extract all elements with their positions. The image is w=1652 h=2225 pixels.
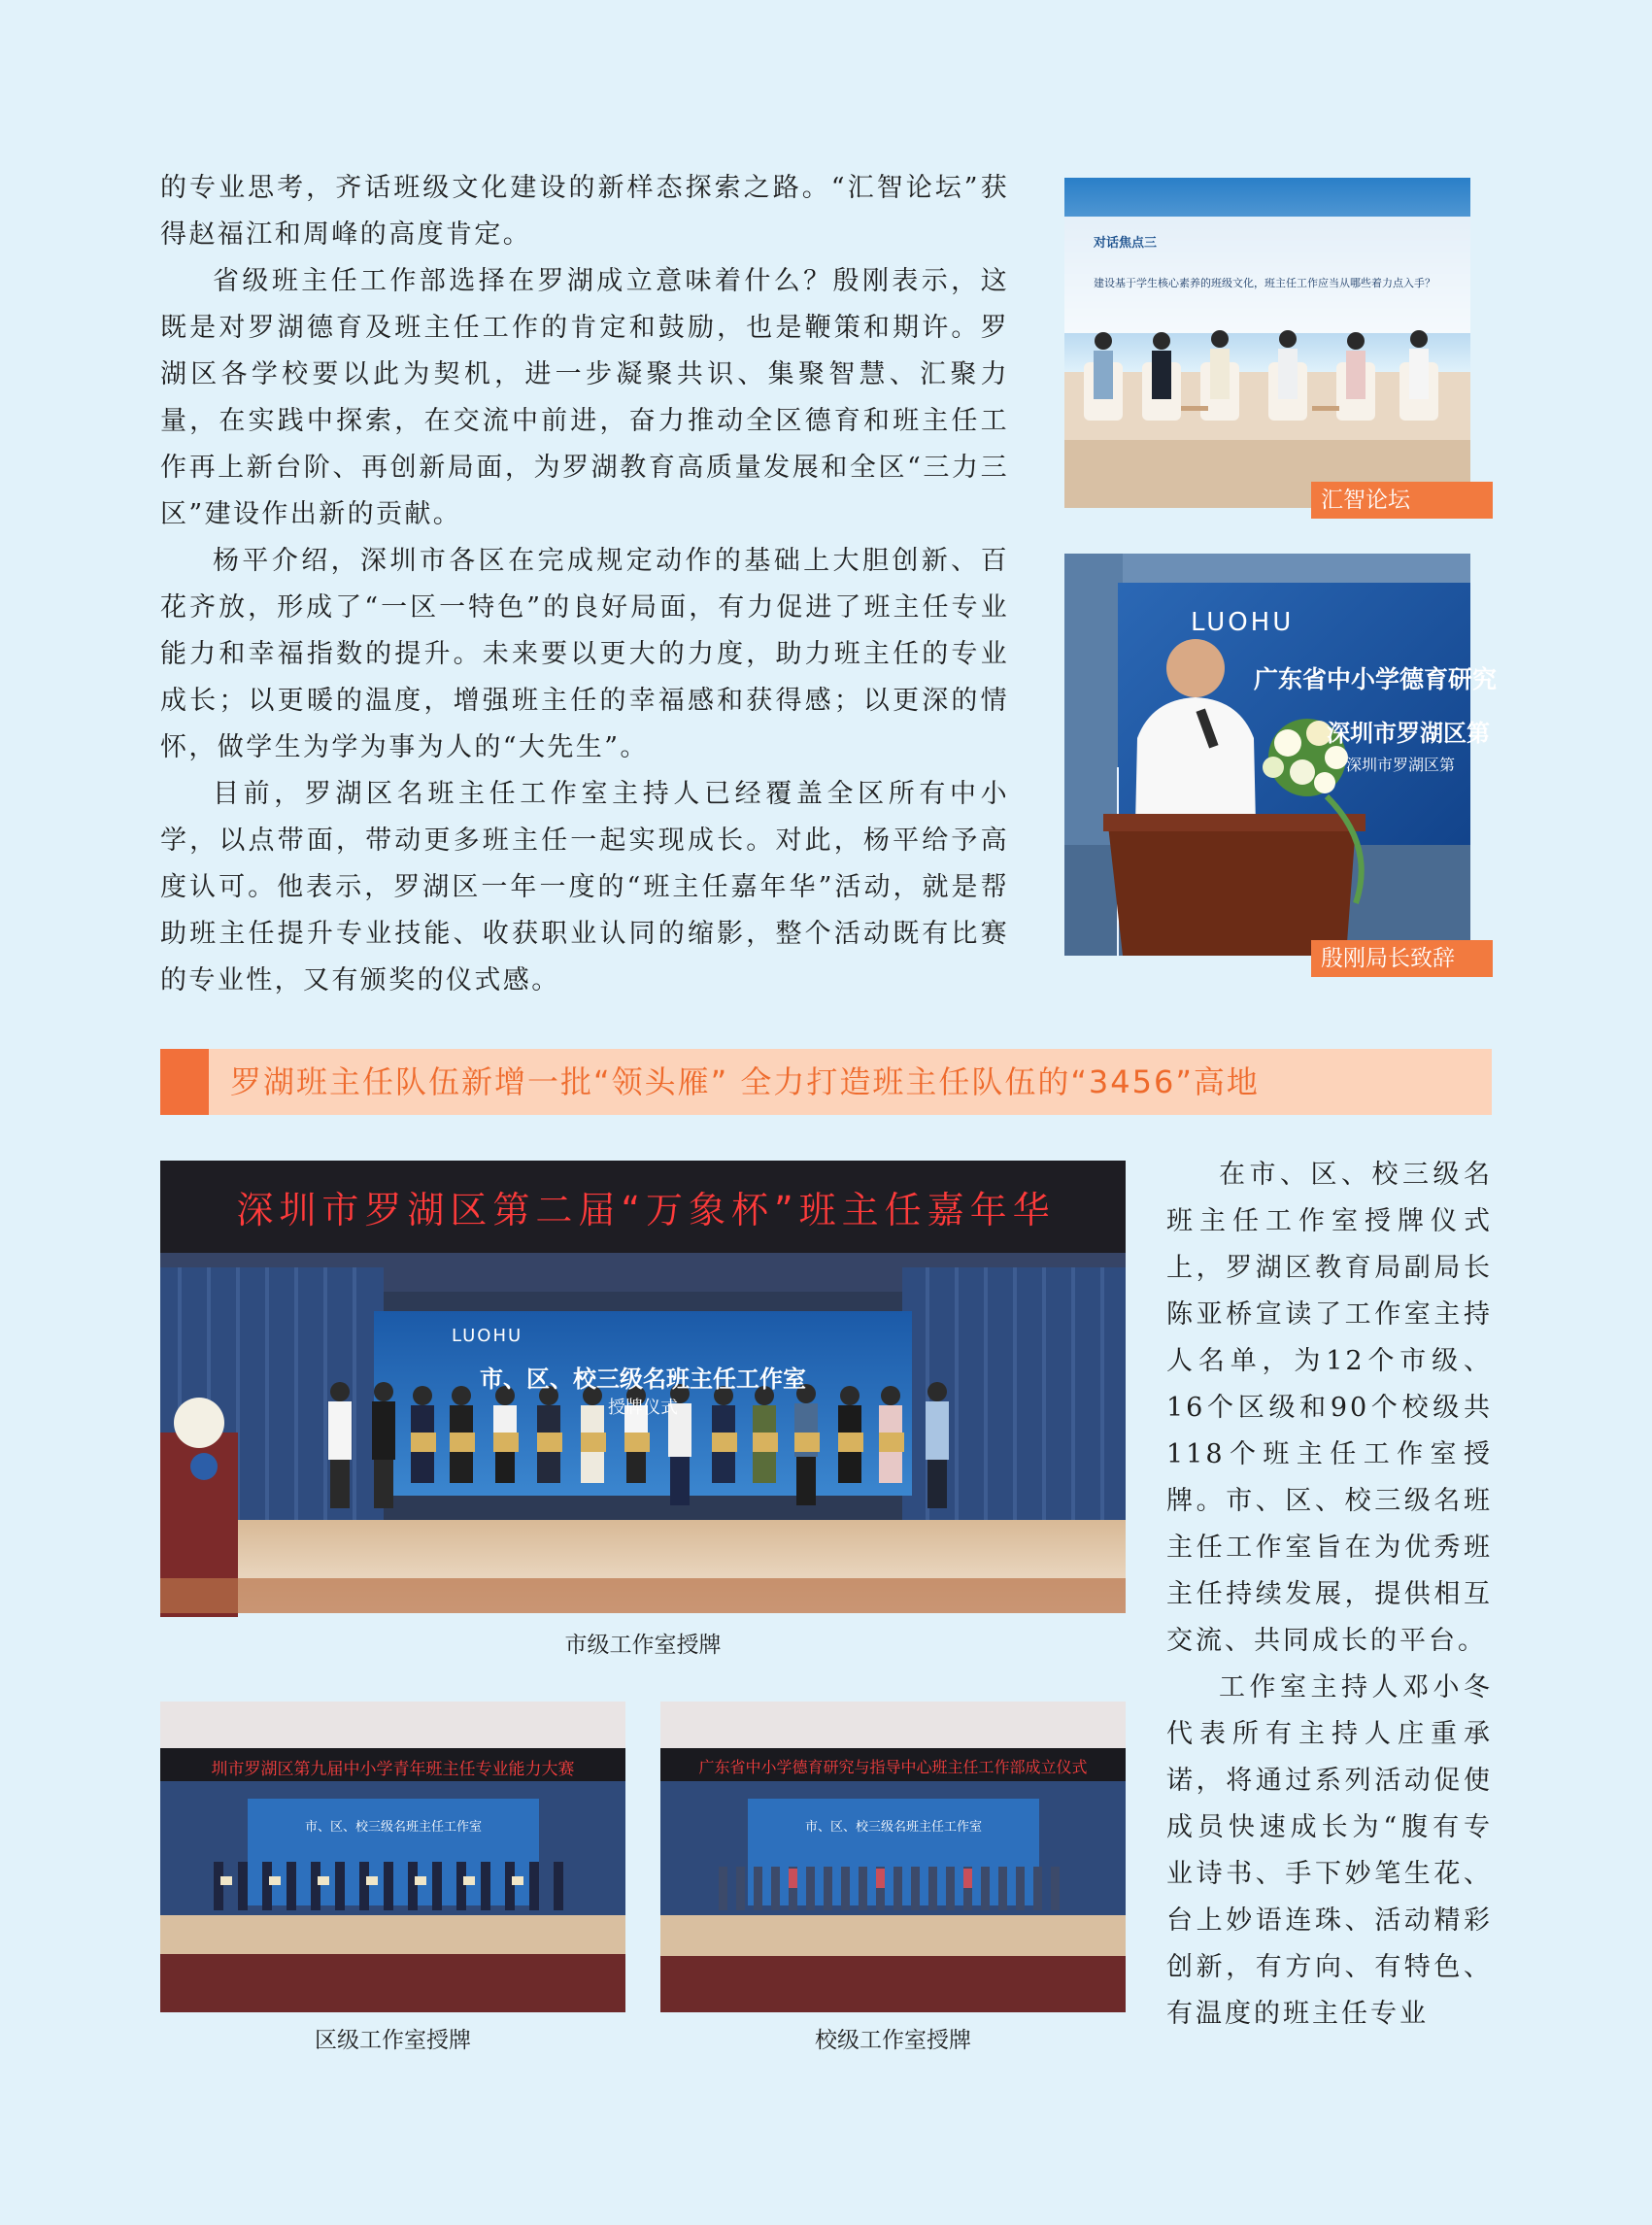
speech-screen-line3: 深圳市罗湖区第 (1346, 756, 1456, 774)
right-text-column (1166, 1152, 1493, 2038)
section-banner (160, 1049, 1492, 1115)
paragraph-4: 目前，罗湖区名班主任工作室主持人已经覆盖全区所有中小学，以点带面，带动更多班主任一起实现成长。对此，杨平给予高度认可。他表示，罗湖区一年一度的“班主任嘉年华”活动，就是帮助班主任提升专业技能、收获职业认同的缩影，整个活动既有比赛的专业性，又有颁奖的仪式感。 (160, 779, 1009, 995)
right-paragraph-1: 在市、区、校三级名班主任工作室授牌仪式上，罗湖区教育局副局长陈亚桥宣读了工作室主持人名单，为12个市级、16个区级和90个校级共118个班主任工作室授牌。市、区、校三级名班主任工作室旨在为优秀班主任持续发展，提供相互交流、共同成长的平台。 (1166, 1160, 1493, 1656)
banner-title: 罗湖班主任队伍新增一批“领头雁” 全力打造班主任队伍的“3456”高地 (230, 1063, 1260, 1100)
school-screen-title: 市、区、校三级名班主任工作室 (804, 1820, 982, 1835)
school-photo (660, 1702, 1126, 2012)
city-photo (160, 1161, 1126, 1613)
school-led-text: 广东省中小学德育研究与指导中心班主任工作部成立仪式 (698, 1758, 1088, 1776)
city-screen-sub: 授牌仪式 (608, 1398, 678, 1418)
top-text-column (160, 165, 1009, 1004)
district-caption: 区级工作室授牌 (315, 2028, 471, 2053)
forum-screen-question: 建设基于学生核心素养的班级文化，班主任工作应当从哪些着力点入手？ (1094, 277, 1435, 289)
banner-marker (160, 1049, 209, 1115)
paragraph-1: 的专业思考，齐话班级文化建设的新样态探索之路。“汇智论坛”获得赵福江和周峰的高度肯定。 (160, 173, 1009, 250)
speech-photo-tag: 殷刚局长致辞 (1311, 940, 1493, 977)
city-screen-logo: LUOHU (452, 1326, 523, 1346)
speech-screen-line2: 深圳市罗湖区第 (1327, 720, 1490, 747)
city-caption: 市级工作室授牌 (564, 1633, 722, 1658)
school-caption: 校级工作室授牌 (815, 2028, 971, 2053)
speech-screen-line1: 广东省中小学德育研究 (1254, 665, 1498, 693)
forum-screen-heading: 对话焦点三 (1094, 236, 1158, 251)
city-led-text: 深圳市罗湖区第二届“万象杯”班主任嘉年华 (236, 1189, 1056, 1231)
speech-photo (1064, 554, 1498, 956)
district-screen-title: 市、区、校三级名班主任工作室 (304, 1820, 482, 1835)
paragraph-2: 省级班主任工作部选择在罗湖成立意味着什么？殷刚表示，这既是对罗湖德育及班主任工作的肯定和鼓励，也是鞭策和期许。罗湖区各学校要以此为契机，进一步凝聚共识、集聚智慧、汇聚力量，在实践中探索，在交流中前进，奋力推动全区德育和班主任工作再上新台阶、再创新局面，为罗湖教育高质量发展和全区“三力三区”建设作出新的贡献。 (160, 266, 1009, 529)
forum-photo (1064, 178, 1470, 508)
right-paragraph-2: 工作室主持人邓小冬代表所有主持人庄重承诺，将通过系列活动促使成员快速成长为“腹有专业诗书、手下妙笔生花、台上妙语连珠、活动精彩创新，有方向、有特色、有温度的班主任专业 (1166, 1672, 1493, 2029)
speech-logo: LUOHU (1191, 608, 1295, 637)
forum-photo-tag: 汇智论坛 (1311, 482, 1493, 519)
city-screen-title: 市、区、校三级名班主任工作室 (480, 1365, 806, 1393)
paragraph-3: 杨平介绍，深圳市各区在完成规定动作的基础上大胆创新、百花齐放，形成了“一区一特色”的良好局面，有力促进了班主任专业能力和幸福指数的提升。未来要以更大的力度，助力班主任的专业成长；以更暖的温度，增强班主任的幸福感和获得感；以更深的情怀，做学生为学为事为人的“大先生”。 (160, 546, 1009, 762)
district-led-text: 圳市罗湖区第九届中小学青年班主任专业能力大赛 (211, 1760, 575, 1779)
district-photo (160, 1702, 625, 2012)
